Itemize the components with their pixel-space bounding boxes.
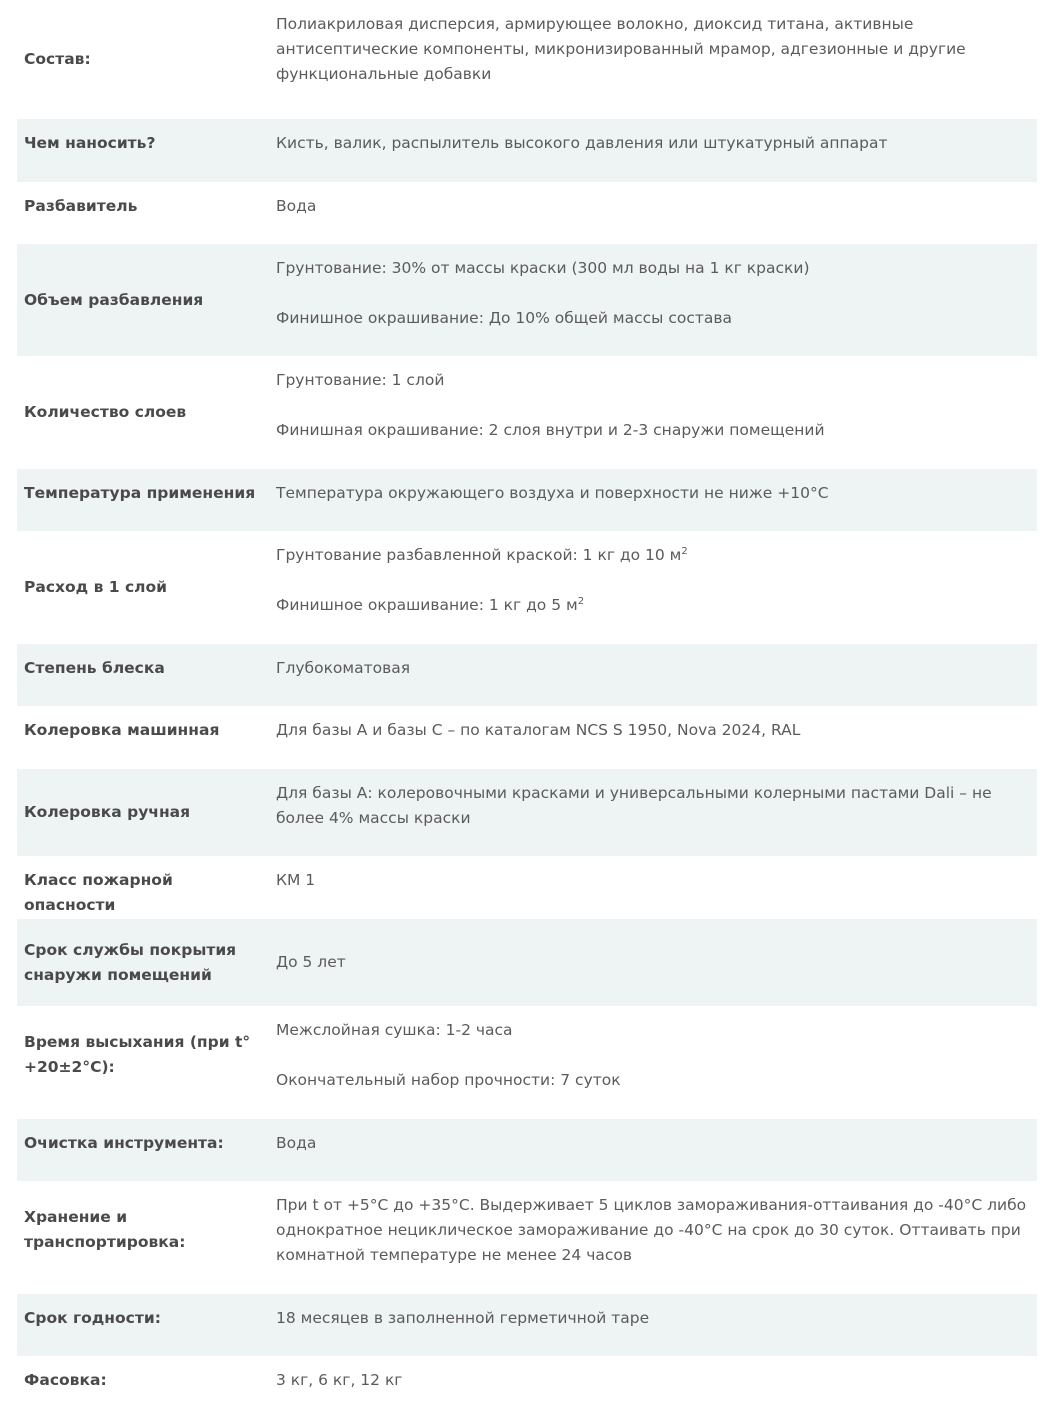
spec-row-machine-tinting: [17, 706, 1037, 769]
spec-row-packaging: [17, 1356, 1037, 1418]
spec-value: КМ 1: [276, 871, 316, 889]
spec-row-dilution-volume: [17, 244, 1037, 356]
spec-row-application-temperature: [17, 469, 1037, 531]
spec-value: 18 месяцев в заполненной герметичной таре: [276, 1309, 650, 1327]
spec-label: Объем разбавления: [24, 290, 204, 309]
spec-value: Глубокоматовая: [276, 659, 411, 677]
spec-row-drying-time: [17, 1006, 1037, 1119]
spec-label: Колеровка машинная: [24, 721, 220, 739]
spec-label: Класс пожарной опасности: [24, 871, 173, 914]
spec-row-layer-count: [17, 356, 1037, 469]
spec-value: Грунтование: 1 слой Финишная окрашивание: 2 слоя внутри и 2-3 снаружи помещений: [276, 371, 825, 439]
spec-row-gloss: [17, 644, 1037, 706]
spec-label: Очистка инструмента:: [24, 1134, 224, 1152]
spec-row-consumption: [17, 531, 1037, 644]
spec-label: Хранение и транспортировка:: [24, 1208, 186, 1251]
spec-value: Для базы А: колеровочными красками и универсальными колерными пастами Dali – не более 4% массы краски: [276, 784, 992, 827]
spec-label: Чем наносить?: [24, 134, 156, 152]
spec-value: Кисть, валик, распылитель высокого давления или штукатурный аппарат: [276, 134, 888, 152]
spec-value: Грунтование: 30% от массы краски (300 мл воды на 1 кг краски) Финишное окрашивание: До 10% общей массы состава: [276, 259, 810, 327]
spec-row-thinner: [17, 182, 1037, 244]
spec-value: При t от +5°С до +35°С. Выдерживает 5 циклов замораживания-оттаивания до -40°С либо однократное нециклическое замораживание до -40°С на срок до 30 суток. Оттаивать при комнатной температуре не менее 24 часов: [276, 1196, 1027, 1264]
spec-row-composition: [17, 0, 1037, 119]
spec-value: Грунтование разбавленной краской: 1 кг до 10 $м^2$ Финишное окрашивание: 1 кг до 5 $м^2$: [276, 545, 688, 614]
spec-row-storage: [17, 1181, 1037, 1294]
spec-label: Расход в 1 слой: [24, 578, 168, 596]
spec-row-fire-class: [17, 856, 1037, 919]
spec-row-tool-cleaning: [17, 1119, 1037, 1181]
spec-label: Разбавитель: [24, 197, 138, 215]
spec-value: 3 кг, 6 кг, 12 кг: [276, 1371, 403, 1389]
spec-label: Колеровка ручная: [24, 803, 191, 821]
spec-label: Степень блеска: [24, 659, 165, 677]
spec-value: Температура окружающего воздуха и поверхности не ниже +10°С: [276, 484, 829, 502]
spec-label: Срок службы покрытия снаружи помещений: [24, 940, 237, 984]
spec-table: [17, 0, 1037, 1418]
spec-label: Количество слоев: [24, 403, 187, 421]
spec-label: Срок годности:: [24, 1309, 161, 1327]
spec-label: Время высыхания (при t° +20±2°С):: [24, 1033, 251, 1076]
superscript: 2: [681, 545, 688, 557]
spec-row-shelf-life: [17, 1294, 1037, 1356]
spec-value: Межслойная сушка: 1-2 часа Окончательный набор прочности: 7 суток: [276, 1021, 621, 1089]
spec-value: Вода: [276, 1134, 317, 1152]
spec-label: Состав:: [24, 50, 91, 68]
spec-value: До 5 лет: [276, 953, 346, 971]
spec-row-service-life: [17, 919, 1037, 1006]
spec-value: Для базы А и базы С – по каталогам NCS S 1950, Nova 2024, RAL: [276, 721, 801, 739]
spec-value: Вода: [276, 197, 317, 215]
spec-row-manual-tinting: [17, 769, 1037, 856]
spec-label: Фасовка:: [24, 1371, 107, 1389]
spec-row-application-tools: [17, 119, 1037, 182]
spec-value: Полиакриловая дисперсия, армирующее волокно, диоксид титана, активные антисептические компоненты, микронизированный мрамор, адгезионные и другие функциональные добавки: [276, 15, 966, 83]
spec-label: Температура применения: [24, 484, 256, 502]
superscript: 2: [577, 595, 585, 607]
